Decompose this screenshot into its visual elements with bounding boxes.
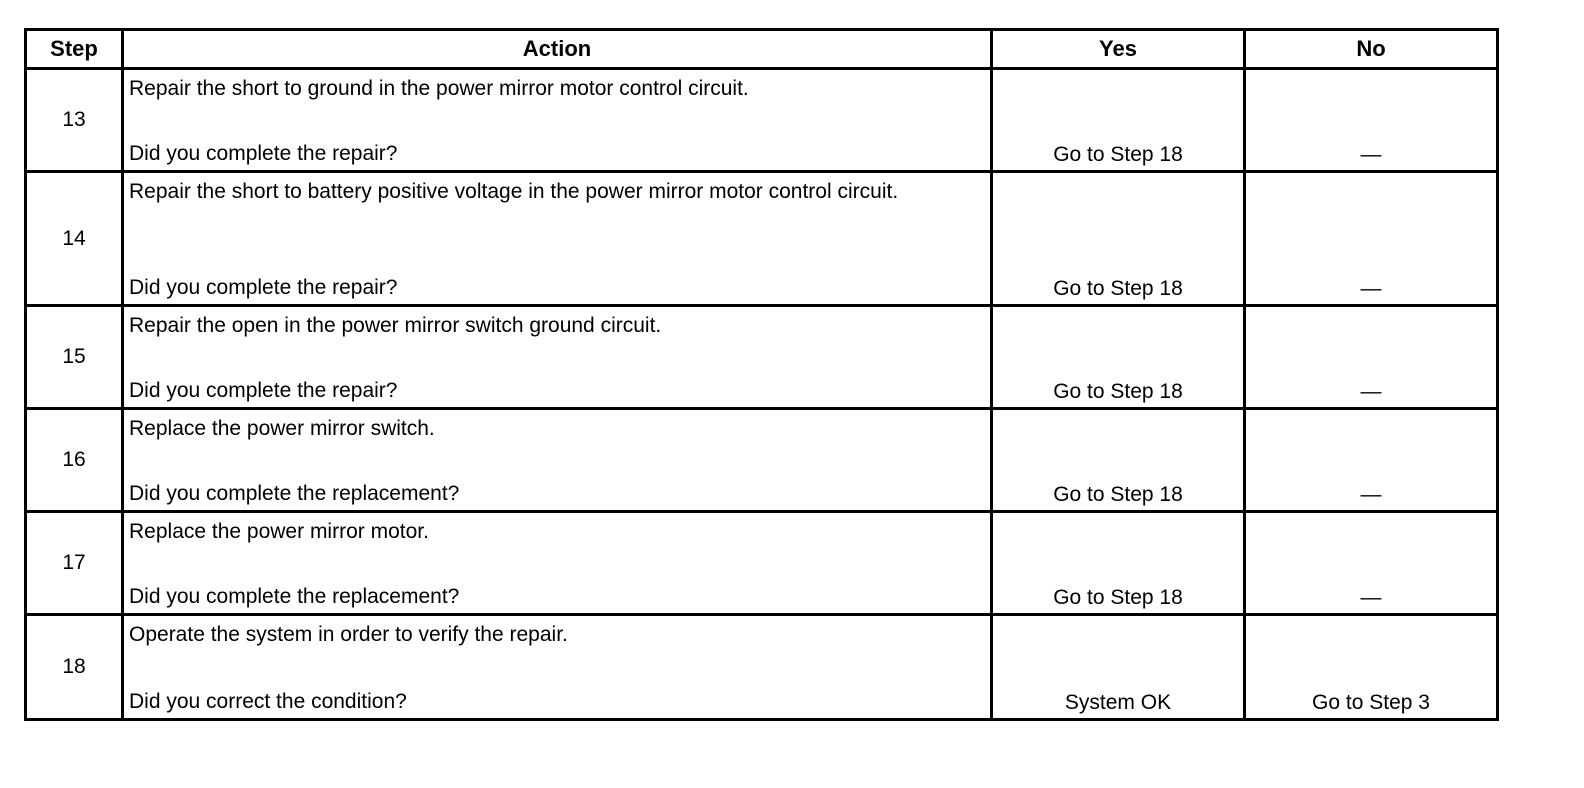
header-no: No: [1245, 30, 1498, 69]
action-cell: [123, 512, 992, 615]
yes-cell: [992, 409, 1245, 512]
action-text: Repair the short to battery positive voltage in the power mirror motor control circuit.: [129, 180, 899, 203]
step-number: 15: [26, 306, 123, 409]
diagnostic-table: [24, 28, 1499, 721]
action-question: Did you correct the condition?: [129, 690, 407, 713]
action-cell: [123, 69, 992, 172]
table-row: [26, 615, 1498, 720]
yes-cell: [992, 306, 1245, 409]
yes-result: Go to Step 18: [1053, 143, 1183, 166]
table-row: [26, 512, 1498, 615]
table-row: [26, 172, 1498, 306]
action-text: Repair the short to ground in the power mirror motor control circuit.: [129, 77, 749, 100]
yes-result: System OK: [1064, 691, 1172, 714]
action-text: Repair the open in the power mirror switch ground circuit.: [129, 314, 662, 337]
no-cell: [1245, 69, 1498, 172]
action-question: Did you complete the repair?: [129, 142, 398, 165]
no-result: —: [1360, 483, 1382, 506]
action-text: Replace the power mirror switch.: [129, 417, 435, 440]
no-cell: [1245, 172, 1498, 306]
no-cell: [1245, 512, 1498, 615]
table-row: [26, 409, 1498, 512]
table-row: [26, 306, 1498, 409]
step-number: 14: [26, 172, 123, 306]
table-row: [26, 69, 1498, 172]
action-question: Did you complete the replacement?: [129, 482, 460, 505]
yes-cell: [992, 615, 1245, 720]
action-text: Operate the system in order to verify the repair.: [129, 623, 568, 646]
action-question: Did you complete the replacement?: [129, 585, 460, 608]
header-action: Action: [123, 30, 992, 69]
no-result: —: [1360, 586, 1382, 609]
action-question: Did you complete the repair?: [129, 276, 398, 299]
no-cell: [1245, 409, 1498, 512]
action-cell: [123, 306, 992, 409]
action-cell: [123, 172, 992, 306]
yes-cell: [992, 512, 1245, 615]
action-text: Replace the power mirror motor.: [129, 520, 429, 543]
yes-result: Go to Step 18: [1053, 586, 1183, 609]
header-yes: Yes: [992, 30, 1245, 69]
yes-cell: [992, 172, 1245, 306]
no-result: —: [1360, 380, 1382, 403]
no-cell: [1245, 615, 1498, 720]
action-question: Did you complete the repair?: [129, 379, 398, 402]
action-cell: [123, 615, 992, 720]
no-result: Go to Step 3: [1312, 691, 1430, 714]
yes-result: Go to Step 18: [1053, 483, 1183, 506]
no-result: —: [1360, 143, 1382, 166]
no-result: —: [1360, 277, 1382, 300]
step-number: 13: [26, 69, 123, 172]
header-step: Step: [26, 30, 123, 69]
yes-result: Go to Step 18: [1053, 380, 1183, 403]
action-cell: [123, 409, 992, 512]
yes-result: Go to Step 18: [1053, 277, 1183, 300]
step-number: 17: [26, 512, 123, 615]
step-number: 16: [26, 409, 123, 512]
no-cell: [1245, 306, 1498, 409]
yes-cell: [992, 69, 1245, 172]
header-row: [26, 30, 1498, 69]
step-number: 18: [26, 615, 123, 720]
